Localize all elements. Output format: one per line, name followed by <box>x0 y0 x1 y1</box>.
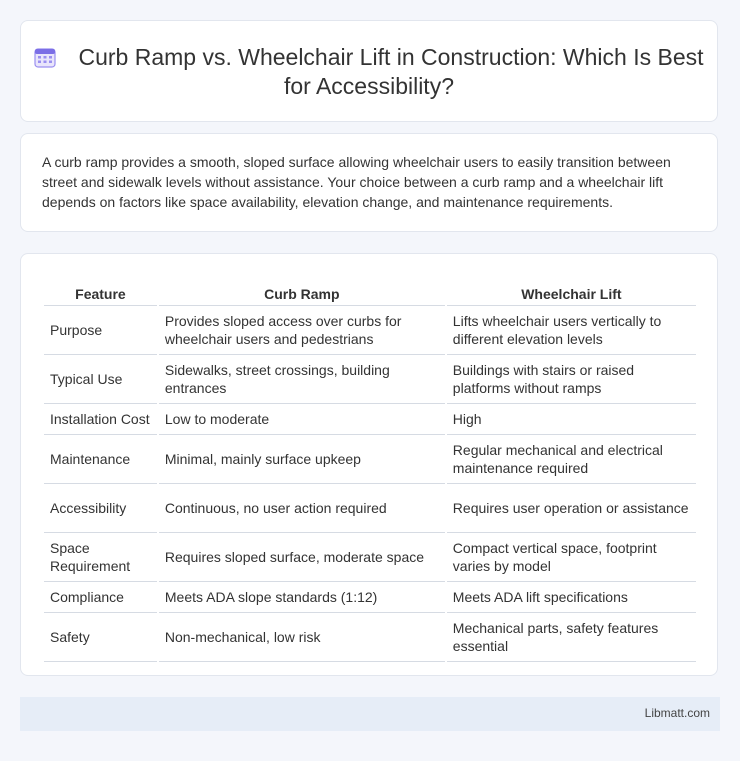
curb-ramp-cell: Provides sloped access over curbs for wheelchair users and pedestrians <box>159 306 445 355</box>
comparison-table <box>42 274 698 662</box>
title-card <box>20 20 718 122</box>
curb-ramp-cell: Sidewalks, street crossings, building entrances <box>159 355 445 404</box>
table-header-row <box>44 274 696 306</box>
wheelchair-lift-cell: Meets ADA lift specifications <box>447 582 696 613</box>
curb-ramp-cell: Minimal, mainly surface upkeep <box>159 435 445 484</box>
feature-cell: Safety <box>44 613 157 662</box>
footer-brand[interactable]: Libmatt.com <box>644 706 710 720</box>
feature-cell: Purpose <box>44 306 157 355</box>
curb-ramp-cell: Low to moderate <box>159 404 445 435</box>
feature-cell: Compliance <box>44 582 157 613</box>
wheelchair-lift-cell: Compact vertical space, footprint varies by model <box>447 533 696 582</box>
feature-cell: Maintenance <box>44 435 157 484</box>
calendar-icon <box>34 46 56 68</box>
curb-ramp-cell: Non-mechanical, low risk <box>159 613 445 662</box>
feature-cell: Typical Use <box>44 355 157 404</box>
comparison-card <box>20 253 718 676</box>
table-row <box>44 613 696 662</box>
intro-paragraph: A curb ramp provides a smooth, sloped surface allowing wheelchair users to easily transition between street and sidewalk levels without assistance. Your choice between a curb ramp and a wheelchair lift depends on factors like space availability, elevation change, and maintenance requirements. <box>42 154 671 210</box>
wheelchair-lift-cell: Buildings with stairs or raised platforms without ramps <box>447 355 696 404</box>
table-row <box>44 404 696 435</box>
curb-ramp-cell: Continuous, no user action required <box>159 484 445 533</box>
wheelchair-lift-cell: Regular mechanical and electrical maintenance required <box>447 435 696 484</box>
table-row <box>44 582 696 613</box>
wheelchair-lift-cell: Lifts wheelchair users vertically to different elevation levels <box>447 306 696 355</box>
page-title-wrap <box>21 43 717 101</box>
intro-card <box>20 133 718 232</box>
footer-bar <box>20 697 720 731</box>
wheelchair-lift-cell: Requires user operation or assistance <box>447 484 696 533</box>
table-row <box>44 355 696 404</box>
feature-cell: Accessibility <box>44 484 157 533</box>
curb-ramp-cell: Meets ADA slope standards (1:12) <box>159 582 445 613</box>
column-header: Feature <box>44 274 157 306</box>
column-header: Curb Ramp <box>159 274 445 306</box>
wheelchair-lift-cell: Mechanical parts, safety features essential <box>447 613 696 662</box>
feature-cell: Installation Cost <box>44 404 157 435</box>
column-header: Wheelchair Lift <box>447 274 696 306</box>
table-row <box>44 533 696 582</box>
table-row <box>44 435 696 484</box>
table-row <box>44 306 696 355</box>
feature-cell: Space Requirement <box>44 533 157 582</box>
curb-ramp-cell: Requires sloped surface, moderate space <box>159 533 445 582</box>
table-row <box>44 484 696 533</box>
page-title: Curb Ramp vs. Wheelchair Lift in Construction: Which Is Best for Accessibility? <box>78 44 704 99</box>
wheelchair-lift-cell: High <box>447 404 696 435</box>
